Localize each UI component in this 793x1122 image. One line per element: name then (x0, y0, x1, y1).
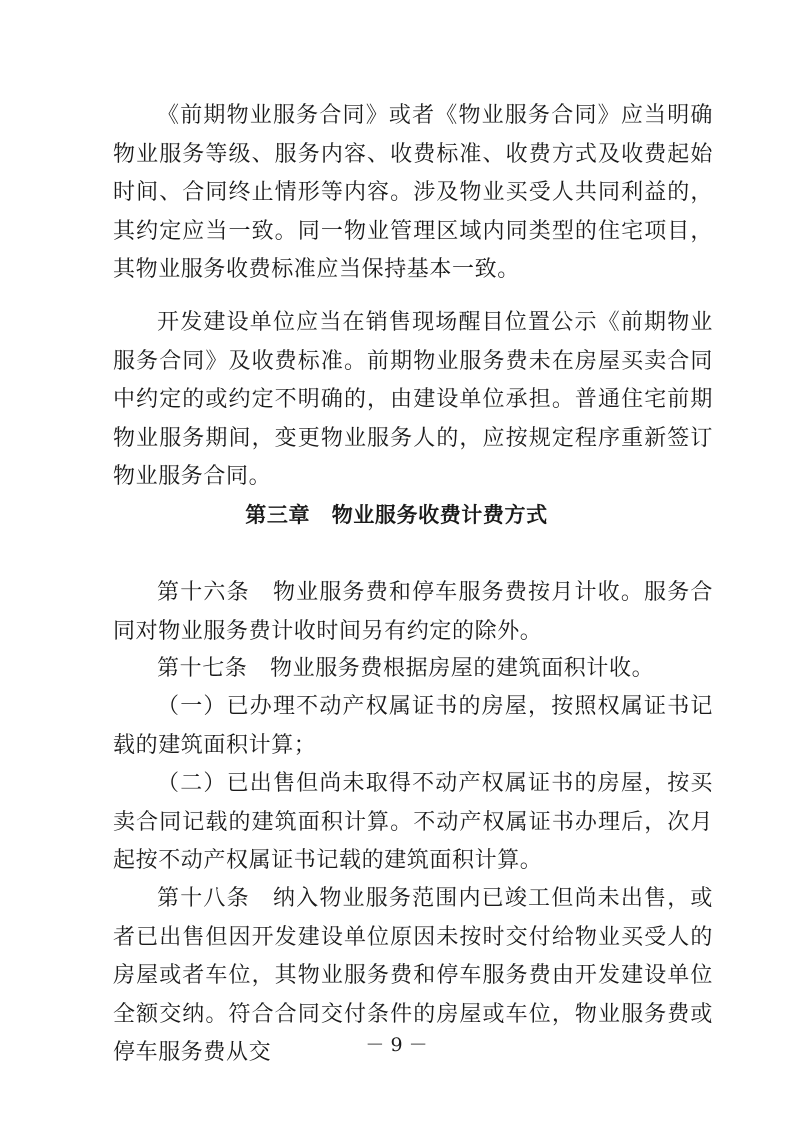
article-16: 第十六条 物业服务费和停车服务费按月计收。服务合同对物业服务费计收时间另有约定的除外。 (113, 580, 713, 644)
chapter-heading: 第三章 物业服务收费计费方式 (245, 503, 548, 527)
clause-2: （二）已出售但尚未取得不动产权属证书的房屋，按买卖合同记载的建筑面积计算。不动产权属证书办理后，次月起按不动产权属证书记载的建筑面积计算。 (113, 771, 713, 873)
article-18: 第十八条 纳入物业服务范围内已竣工但尚未出售，或者已出售但因开发建设单位原因未按时交付给物业买受人的房屋或者车位，其物业服务费和停车服务费由开发建设单位全额交纳。符合合同交付条件的房屋或车位，物业服务费或停车服务费从交 (113, 886, 713, 1065)
paragraph-publicity: 开发建设单位应当在销售现场醒目位置公示《前期物业服务合同》及收费标准。前期物业服务费未在房屋买卖合同中约定的或约定不明确的，由建设单位承担。普通住宅前期物业服务期间，变更物业服务人的，应按规定程序重新签订物业服务合同。 (113, 310, 713, 489)
paragraph-contract-content: 《前期物业服务合同》或者《物业服务合同》应当明确物业服务等级、服务内容、收费标准、收费方式及收费起始时间、合同终止情形等内容。涉及物业买受人共同利益的，其约定应当一致。同一物业管理区域内同类型的住宅项目，其物业服务收费标准应当保持基本一致。 (113, 103, 713, 282)
article-17: 第十七条 物业服务费根据房屋的建筑面积计收。 (157, 656, 655, 681)
clause-1: （一）已办理不动产权属证书的房屋，按照权属证书记载的建筑面积计算； (113, 694, 713, 758)
page-number: － 9 － (365, 1034, 428, 1056)
